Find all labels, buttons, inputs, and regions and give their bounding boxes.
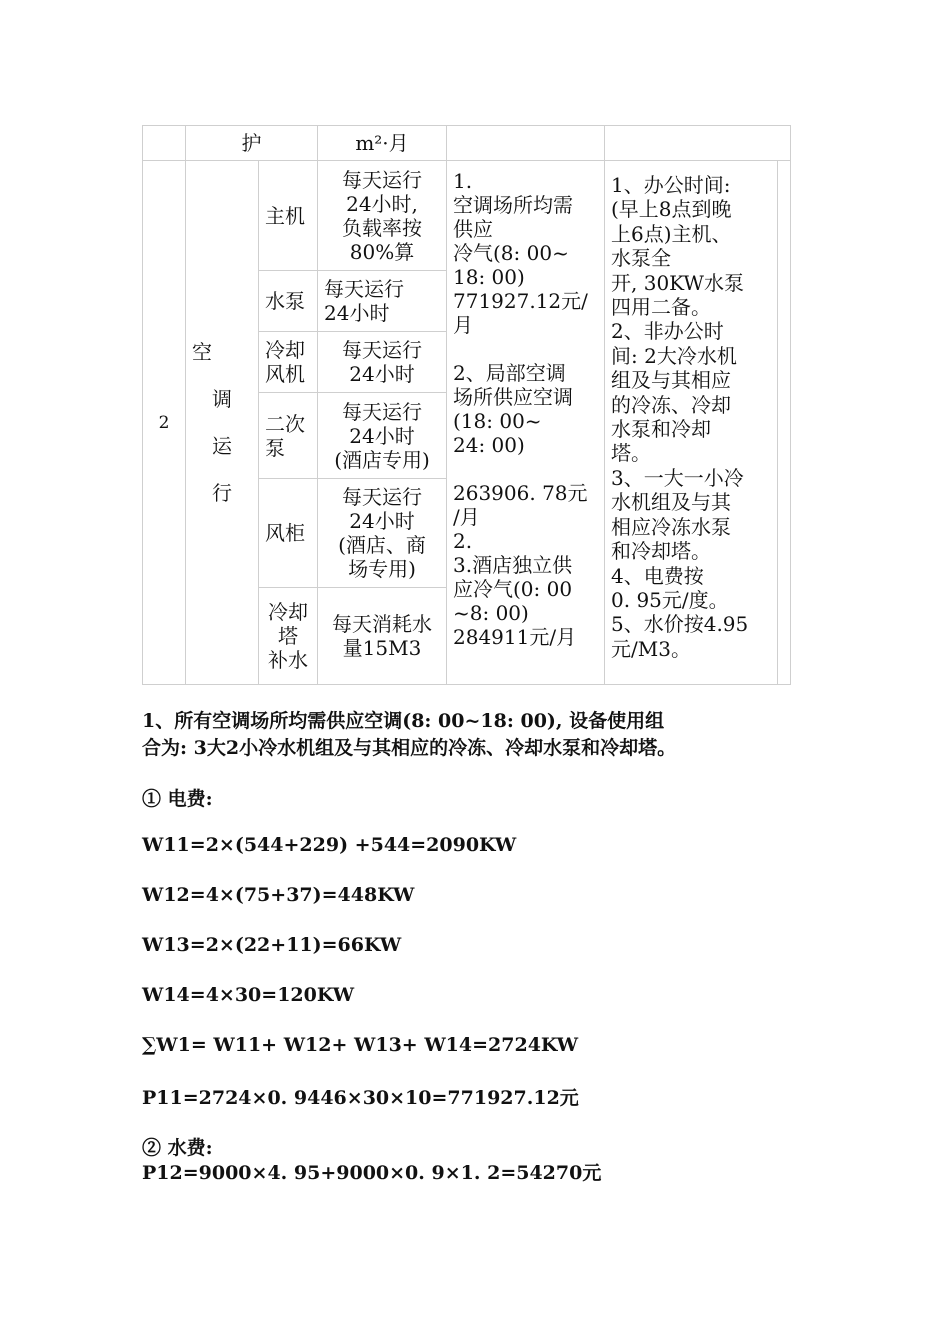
item-desc: 每天消耗水 量15M3: [318, 588, 447, 685]
cell-blank: [143, 126, 186, 161]
paragraph-line: 1、所有空调场所均需供应空调(8: 00~18: 00), 设备使用组: [142, 710, 665, 732]
formula-p12: P12=9000×4. 95+9000×0. 9×1. 2=54270元: [142, 1162, 602, 1184]
item-name: 冷却 风机: [259, 332, 318, 393]
item-name: 风柜: [259, 479, 318, 588]
table-row-header-continuation: [143, 126, 791, 161]
category-char: 空: [192, 339, 212, 364]
cell-unit: m²·月: [318, 126, 447, 161]
item-desc: 每天运行 24小时 (酒店、商 场专用): [318, 479, 447, 588]
cell-blank: [605, 126, 791, 161]
item-name: 二次 泵: [259, 393, 318, 479]
cell-maintenance: 护: [186, 126, 318, 161]
paragraph-line: 合为: 3大2小冷水机组及与其相应的冷冻、冷却水泵和冷却塔。: [142, 737, 677, 759]
table-row: [143, 161, 791, 271]
category-char: 调: [212, 386, 232, 411]
item-name: 水泵: [259, 271, 318, 332]
formula-sum-w1: ∑W1= W11+ W12+ W13+ W14=2724KW: [142, 1034, 579, 1056]
cost-cell: 1. 空调场所均需 供应 冷气(8: 00~ 18: 00) 771927.12元/ 月 2、局部空调 场所供应空调 (18: 00~ 24: 00) 263906. 78元 /月 2. 3.酒店独立供 应冷气(0: 00 ~8: 00) 284911元/月: [447, 161, 605, 685]
item-name: 主机: [259, 161, 318, 271]
section-heading-water: ② 水费:: [142, 1137, 213, 1159]
notes-cell: 1、办公时间: (早上8点到晚 上6点)主机、 水泵全 开, 30KW水泵 四用二备。 2、非办公时 间: 2大冷水机 组及与其相应 的冷冻、冷却 水泵和冷却 塔。 3、一大一小冷 水机组及与其 相应冷冻水泵 和冷却塔。 4、电费按 0. 95元/度。 5、水价按4.95 元/M3。: [605, 161, 778, 685]
category-char: 行: [212, 480, 232, 505]
category-cell: [186, 161, 259, 685]
item-desc: 每天运行 24小时: [318, 271, 447, 332]
item-desc: 每天运行 24小时 (酒店专用): [318, 393, 447, 479]
formula-w14: W14=4×30=120KW: [142, 984, 355, 1006]
formula-w11: W11=2×(544+229) +544=2090KW: [142, 834, 517, 856]
cell-blank: [778, 161, 791, 685]
row-index: 2: [143, 161, 186, 685]
item-name: 冷却 塔 补水: [259, 588, 318, 685]
section-heading-electricity: ① 电费:: [142, 788, 213, 810]
formula-p11: P11=2724×0. 9446×30×10=771927.12元: [142, 1087, 579, 1109]
formula-w13: W13=2×(22+11)=66KW: [142, 934, 402, 956]
item-desc: 每天运行 24小时: [318, 332, 447, 393]
equipment-cost-table: [142, 125, 791, 685]
cell-blank: [447, 126, 605, 161]
formula-w12: W12=4×(75+37)=448KW: [142, 884, 415, 906]
item-desc: 每天运行 24小时, 负载率按 80%算: [318, 161, 447, 271]
category-char: 运: [212, 433, 232, 458]
